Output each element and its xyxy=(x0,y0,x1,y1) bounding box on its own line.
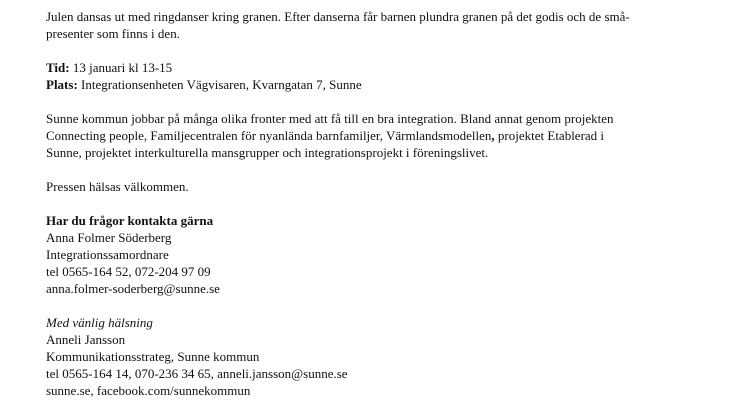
place-value: Integrationsenheten Vägvisaren, Kvarngatan 7, Sunne xyxy=(77,77,362,92)
about-line-3: Sunne, projektet interkulturella mansgrupper och integrationsprojekt i föreningslivet. xyxy=(46,145,489,160)
about-line-2c: projektet Etablerad i xyxy=(494,128,605,143)
event-time xyxy=(46,59,686,76)
about-line-1: Sunne kommun jobbar på många olika fronter med att få till en bra integration. Bland annat genom projekten xyxy=(46,111,614,126)
time-value: 13 januari kl 13-15 xyxy=(69,60,173,75)
signature-links[interactable]: sunne.se, facebook.com/sunnekommun xyxy=(46,383,251,398)
contact-email[interactable]: anna.folmer-soderberg@sunne.se xyxy=(46,281,220,296)
intro-paragraph xyxy=(46,8,686,42)
signature-phone-email[interactable]: tel 0565-164 14, 070-236 34 65, anneli.jansson@sunne.se xyxy=(46,366,348,381)
about-paragraph xyxy=(46,110,686,161)
press-paragraph xyxy=(46,178,686,195)
contact-heading: Har du frågor kontakta gärna xyxy=(46,213,214,228)
intro-line-1: Julen dansas ut med ringdanser kring granen. Efter danserna får barnen plundra granen på det godis och de små- xyxy=(46,9,630,24)
signature-title: Kommunikationsstrateg, Sunne kommun xyxy=(46,349,260,364)
contact-role: Integrationssamordnare xyxy=(46,247,169,262)
about-line-2-bold-comma: , xyxy=(491,128,495,143)
contact-block xyxy=(46,212,686,297)
contact-phone: tel 0565-164 52, 072-204 97 09 xyxy=(46,264,211,279)
place-label: Plats: xyxy=(46,77,78,92)
event-place xyxy=(46,76,686,93)
event-details xyxy=(46,59,686,93)
signature-block xyxy=(46,314,686,399)
document-page xyxy=(46,8,686,416)
about-line-2a: Connecting people, Familjecentralen för nyanlända barnfamiljer, Värmlandsmodellen xyxy=(46,128,492,143)
signature-greeting: Med vänlig hälsning xyxy=(46,315,153,330)
intro-line-2: presenter som finns i den. xyxy=(46,26,180,41)
press-welcome: Pressen hälsas välkommen. xyxy=(46,179,189,194)
contact-name: Anna Folmer Söderberg xyxy=(46,230,172,245)
signature-name: Anneli Jansson xyxy=(46,332,126,347)
about-line-2 xyxy=(46,127,686,144)
time-label: Tid: xyxy=(46,60,70,75)
